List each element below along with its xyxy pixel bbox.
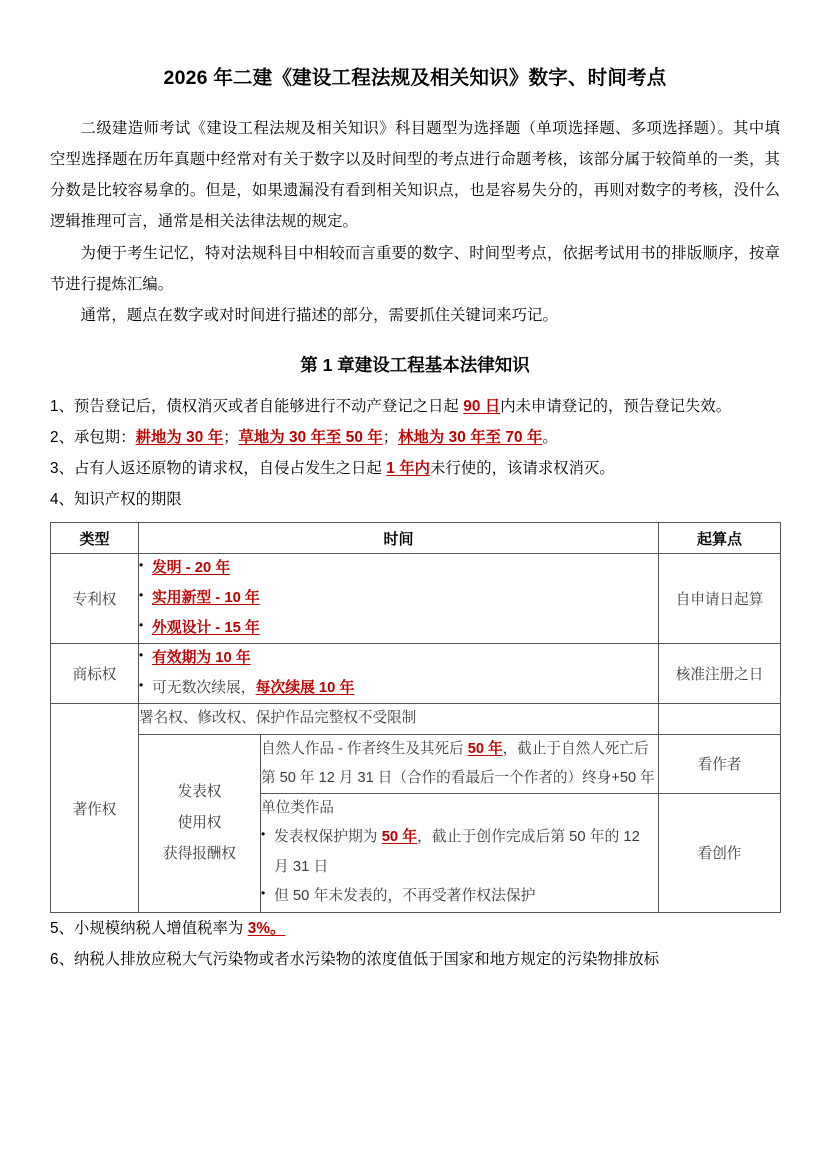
item2-highlight-1: 耕地为 30 年 bbox=[135, 429, 224, 447]
copyright-sub-label-2: 使用权 bbox=[177, 814, 222, 831]
patent-time-cell bbox=[139, 554, 659, 644]
table-header-origin: 起算点 bbox=[659, 523, 781, 554]
list-item bbox=[139, 644, 658, 674]
copyright-natural-person-origin-cell: 看作者 bbox=[659, 734, 781, 793]
list-item bbox=[139, 614, 658, 644]
list-item-1 bbox=[50, 391, 780, 422]
item2-highlight-3: 林地为 30 年至 70 年 bbox=[398, 429, 543, 447]
item3-prefix: 3、占有人返还原物的请求权，自侵占发生之日起 bbox=[50, 460, 387, 478]
item2-prefix: 2、承包期： bbox=[50, 429, 136, 447]
section-heading: 第 1 章建设工程基本法律知识 bbox=[300, 354, 530, 375]
trademark-bullet-2-highlight: 每次续展 10 年 bbox=[255, 679, 355, 696]
table-header-row bbox=[51, 523, 781, 554]
item5-prefix: 5、小规模纳税人增值税率为 bbox=[50, 919, 248, 937]
patent-bullet-2: 实用新型 - 10 年 bbox=[152, 589, 260, 606]
list-item bbox=[139, 554, 658, 584]
copyright-natural-person-text bbox=[261, 735, 658, 793]
intro-paragraph-1: 二级建造师考试《建设工程法规及相关知识》科目题型为选择题（单项选择题、多项选择题）。其中填空型选择题在历年真题中经常对有关于数字以及时间型的考点进行命题考核，该部分属于较简单的一类，其分数是比较容易拿的。但是，如果遗漏没有看到相关知识点，也是容易失分的，再则对数字的考核，没什么逻辑推理可言，通常是相关法律法规的规定。 bbox=[50, 120, 780, 231]
patent-bullet-list bbox=[139, 554, 658, 643]
intro-paragraph-2: 为便于考生记忆，特对法规科目中相较而言重要的数字、时间型考点，依据考试用书的排版顺序，按章节进行提炼汇编。 bbox=[50, 244, 780, 293]
copyright-organization-origin-cell: 看创作 bbox=[659, 793, 781, 912]
table-row-patent bbox=[51, 554, 781, 644]
item3-suffix: 未行使的，该请求权消灭。 bbox=[430, 460, 615, 478]
trademark-bullet-2-plain: 可无数次续展， bbox=[152, 679, 256, 696]
item3-highlight: 1 年内 bbox=[386, 460, 431, 478]
item2-separator-2: ； bbox=[382, 429, 399, 447]
copyright-org-bullet-list bbox=[261, 823, 658, 912]
copyright-org-b2: 但 50 年未发表的，不再受著作权法保护 bbox=[274, 888, 536, 905]
trademark-time-cell bbox=[139, 644, 659, 704]
copyright-org-b1-highlight: 50 年 bbox=[381, 829, 418, 846]
copyright-note-origin-cell bbox=[659, 704, 781, 734]
list-item bbox=[139, 584, 658, 614]
intro-paragraph-3: 通常，题点在数字或对时间进行描述的部分，需要抓住关键词来巧记。 bbox=[80, 306, 558, 324]
copyright-span-note-cell: 署名权、修改权、保护作品完整权不受限制 bbox=[139, 704, 659, 734]
item2-highlight-2: 草地为 30 年至 50 年 bbox=[238, 429, 383, 447]
list-item-2 bbox=[50, 422, 780, 453]
trademark-origin-cell: 核准注册之日 bbox=[659, 644, 781, 704]
item1-prefix: 1、预告登记后，债权消灭或者自能够进行不动产登记之日起 bbox=[50, 398, 464, 416]
list-item bbox=[261, 823, 658, 882]
list-item bbox=[139, 674, 658, 704]
copyright-np-pre: 自然人作品 - 作者终生及其死后 bbox=[261, 740, 468, 757]
list-item bbox=[261, 882, 658, 912]
copyright-organization-time-cell bbox=[261, 793, 659, 912]
item5-highlight: 3%。 bbox=[247, 919, 286, 937]
trademark-bullet-1-highlight: 有效期为 10 年 bbox=[152, 650, 251, 667]
copyright-org-head: 单位类作品 bbox=[261, 799, 334, 816]
trademark-category-cell: 商标权 bbox=[51, 644, 139, 704]
copyright-sub-label-1: 发表权 bbox=[177, 784, 222, 801]
page-title: 2026 年二建《建设工程法规及相关知识》数字、时间考点 bbox=[163, 67, 667, 89]
table-header-time: 时间 bbox=[139, 523, 659, 554]
list-item-6: 6、纳税人排放应税大气污染物或者水污染物的浓度值低于国家和地方规定的污染物排放标 bbox=[50, 950, 660, 968]
list-item-4: 4、知识产权的期限 bbox=[50, 491, 182, 509]
patent-category-cell: 专利权 bbox=[51, 554, 139, 644]
intellectual-property-table bbox=[50, 522, 781, 913]
patent-bullet-1: 发明 - 20 年 bbox=[152, 560, 231, 577]
copyright-sub-label-3: 获得报酬权 bbox=[163, 845, 236, 862]
table-header-type: 类型 bbox=[51, 523, 139, 554]
copyright-np-highlight: 50 年 bbox=[467, 740, 503, 757]
copyright-natural-person-time-cell bbox=[261, 734, 659, 793]
copyright-org-b1-pre: 发表权保护期为 bbox=[274, 829, 382, 846]
table-row-trademark bbox=[51, 644, 781, 704]
copyright-np-post: ，截止于自然人死亡后第 50 年 12 月 31 日（合作的看最后一个作者的）终身+50 年 bbox=[261, 740, 655, 786]
list-item-3 bbox=[50, 453, 780, 484]
item2-separator-1: ； bbox=[223, 429, 239, 447]
trademark-bullet-list bbox=[139, 644, 658, 703]
patent-origin-cell: 自申请日起算 bbox=[659, 554, 781, 644]
copyright-sub-labels-cell bbox=[139, 734, 261, 912]
list-item-5 bbox=[50, 913, 780, 944]
table-row-copyright-note bbox=[51, 704, 781, 734]
copyright-category-cell: 著作权 bbox=[51, 704, 139, 913]
item1-highlight: 90 日 bbox=[463, 398, 501, 416]
item2-suffix: 。 bbox=[542, 429, 558, 447]
copyright-org-b1-post: ，截止于创作完成后第 50 年的 12 月 31 日 bbox=[274, 829, 640, 875]
table-row-copyright-natural-person bbox=[51, 734, 781, 793]
item1-suffix: 内未申请登记的，预告登记失效。 bbox=[500, 398, 732, 416]
patent-bullet-3: 外观设计 - 15 年 bbox=[152, 619, 260, 636]
